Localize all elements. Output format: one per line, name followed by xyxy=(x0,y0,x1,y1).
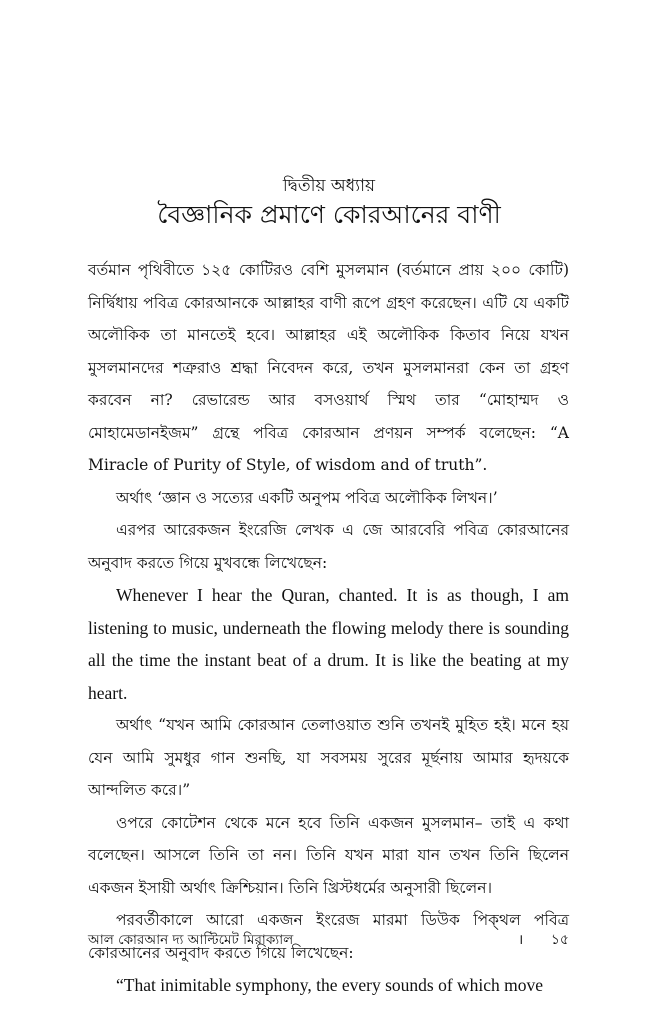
footer-book-title: আল কোরআন দ্য আল্টিমেট মিরাক্যাল xyxy=(88,932,294,948)
footer-separator: । xyxy=(518,932,524,948)
paragraph: অর্থাৎ “যখন আমি কোরআন তেলাওয়াত শুনি তখনই মুহিত হই। মনে হয় যেন আমি সুমধুর গান শুনছি, যা সবসময় সুরের মূর্ছনায় আমার হৃদয়কে আন্দলিত করে।” xyxy=(88,716,569,799)
chapter-label: দ্বিতীয় অধ্যায় xyxy=(282,176,376,196)
paragraph: ওপরে কোটেশন থেকে মনে হবে তিনি একজন মুসলমান– তাই এ কথা বলেছেন। আসলে তিনি তা নন। তিনি যখন মারা যান তখন তিনি ছিলেন একজন ইসায়ী অর্থাৎ ক্রিশ্চিয়ান। তিনি খ্রিস্টধর্মের অনুসারী ছিলেন। xyxy=(88,813,569,897)
page-number: ১৫ xyxy=(550,932,569,948)
paragraph: পরবর্তীকালে আরো একজন ইংরেজ মারমা ডিউক পিক্থল পবিত্র কোরআনের অনুবাদ করতে গিয়ে লিখেছেন: xyxy=(88,911,569,962)
paragraph: এরপর আরেকজন ইংরেজি লেখক এ জে আরবেরি পবিত্র কোরআনের অনুবাদ করতে গিয়ে মুখবন্ধে লিখেছেন: xyxy=(88,521,569,572)
paragraph: অর্থাৎ ‘জ্ঞান ও সত্যের একটি অনুপম পবিত্র অলৌকিক লিখন।’ xyxy=(116,488,498,507)
english-quote-paragraph: “That inimitable symphony, the every sounds of which move xyxy=(116,975,544,995)
paragraph: বর্তমান পৃথিবীতে ১২৫ কোটিরও বেশি মুসলমান (বর্তমানে প্রায় ২০০ কোটি) নির্দ্বিধায় পবিত্র কোরআনকে আল্লাহর বাণী রূপে গ্রহণ করেছেন। এটি যে একটি অলৌকিক তা মানতেই হবে। আল্লাহর এই অলৌকিক কিতাব নিয়ে যখন মুসলমানদের শত্রুরাও শ্রদ্ধা নিবেদন করে, তখন মুসলমানরা কেন তা গ্রহণ করবেন না? রেভারেন্ড আর বসওয়ার্থ স্মিথ তার “মোহাম্মদ ও মোহামেডানইজম” গ্রন্থে পবিত্র কোরআন প্রণয়ন সম্পর্ক বলেছেন: “A Miracle of Purity of Style, of wisdom and of truth”. xyxy=(88,261,569,474)
chapter-title: বৈজ্ঞানিক প্রমাণে কোরআনের বাণী xyxy=(157,200,501,229)
english-quote-paragraph: Whenever I hear the Quran, chanted. It is as though, I am listening to music, underneath the flowing melody there is sounding all the time the instant beat of a drum. It is like the beating at my heart. xyxy=(88,585,569,703)
body-text xyxy=(88,254,569,1002)
